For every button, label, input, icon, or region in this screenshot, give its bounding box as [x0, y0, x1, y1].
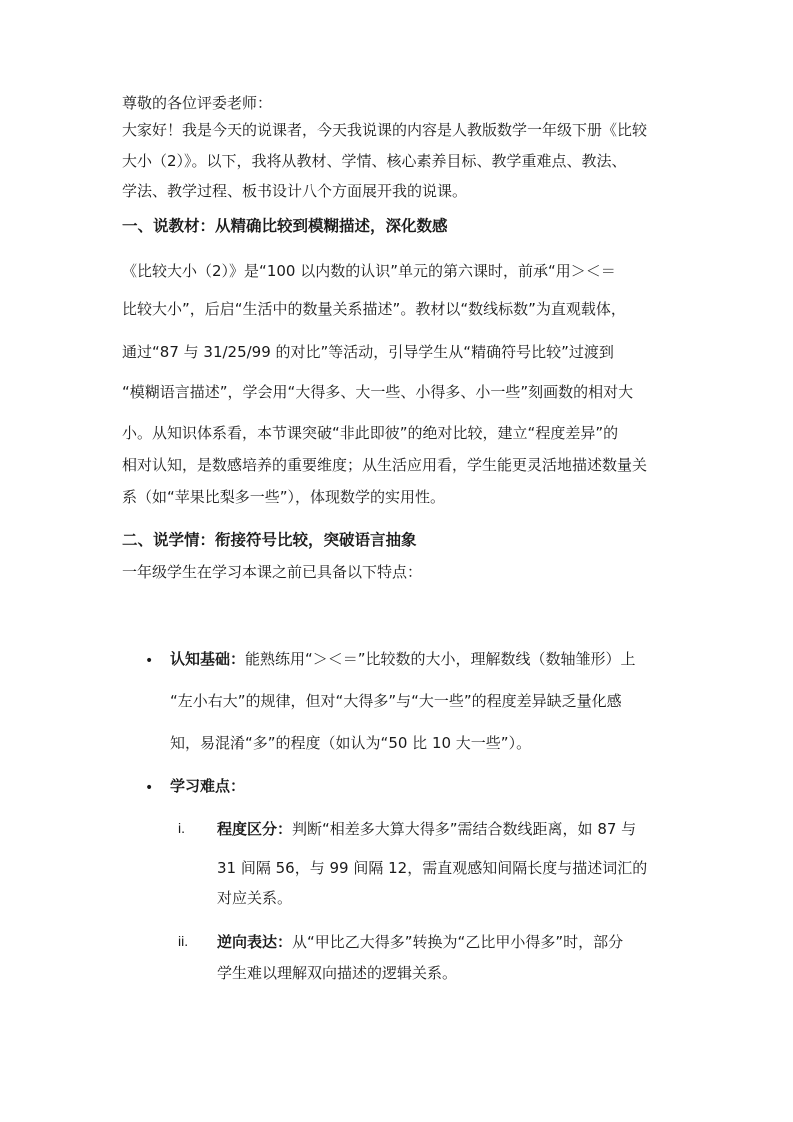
section1-line: 小。从知识体系看，本节课突破“非此即彼”的绝对比较，建立“程度差异”的: [122, 424, 619, 442]
sub-item-label: 程度区分：: [217, 820, 293, 838]
section1-line: 比较大小”，后启“生活中的数量关系描述”。教材以“数线标数”为直观载体，: [122, 300, 626, 318]
bullet-item-difficulty: [170, 775, 245, 796]
sub-item-text: 判断“相差多大算大得多”需结合数线距离，如 87 与: [292, 820, 637, 838]
intro-line: 大小（2）》。以下，我将从教材、学情、核心素养目标、教学重难点、教法、: [122, 152, 627, 170]
bullet-text-line: “左小右大”的规律，但对“大得多”与“大一些”的程度差异缺乏量化感: [170, 692, 622, 710]
section1-heading: 一、说教材：从精确比较到模糊描述，深化数感: [122, 217, 448, 235]
bullet-text: 能熟练用“＞＜＝”比较数的大小，理解数线（数轴雏形）上: [245, 650, 636, 668]
intro-line: 学法、教学过程、板书设计八个方面展开我的说课。: [122, 182, 468, 200]
bullet-label: 学习难点：: [170, 777, 246, 795]
sub-item-text: 从“甲比乙大得多”转换为“乙比甲小得多”时，部分: [292, 933, 624, 951]
sub-item-numeral: i.: [178, 820, 185, 836]
sub-item-label: 逆向表达：: [217, 933, 293, 951]
section1-line: 《比较大小（2）》是“100 以内数的认识”单元的第六课时，前承“用＞＜＝: [122, 262, 616, 280]
section1-line: 通过“87 与 31/25/99 的对比”等活动，引导学生从“精确符号比较”过渡到: [122, 343, 614, 361]
sub-item-text-line: 对应关系。: [217, 889, 293, 907]
section2-heading: 二、说学情：衔接符号比较，突破语言抽象: [122, 531, 417, 549]
bullet-dot-icon: •: [145, 653, 154, 669]
sub-item-text-line: 学生难以理解双向描述的逻辑关系。: [217, 964, 458, 982]
greeting: 尊敬的各位评委老师：: [122, 94, 273, 112]
section2-lead: 一年级学生在学习本课之前已具备以下特点：: [122, 563, 423, 581]
sub-item-reverse: [217, 931, 623, 952]
bullet-label: 认知基础：: [170, 650, 246, 668]
section1-line: 系（如“苹果比梨多一些”），体现数学的实用性。: [122, 488, 446, 506]
bullet-text-line: 知，易混淆“多”的程度（如认为“50 比 10 大一些”）。: [170, 734, 532, 752]
bullet-item-cognition: [170, 648, 636, 669]
section1-line: “模糊语言描述”，学会用“大得多、大一些、小得多、小一些”刻画数的相对大: [122, 383, 634, 401]
sub-item-numeral: ii.: [178, 933, 189, 949]
sub-item-degree: [217, 818, 636, 839]
section1-line: 相对认知，是数感培养的重要维度；从生活应用看，学生能更灵活地描述数量关: [122, 456, 648, 474]
intro-line: 大家好！我是今天的说课者，今天我说课的内容是人教版数学一年级下册《比较: [122, 121, 648, 139]
bullet-dot-icon: •: [145, 780, 154, 796]
sub-item-text-line: 31 间隔 56，与 99 间隔 12，需直观感知间隔长度与描述词汇的: [217, 859, 648, 877]
